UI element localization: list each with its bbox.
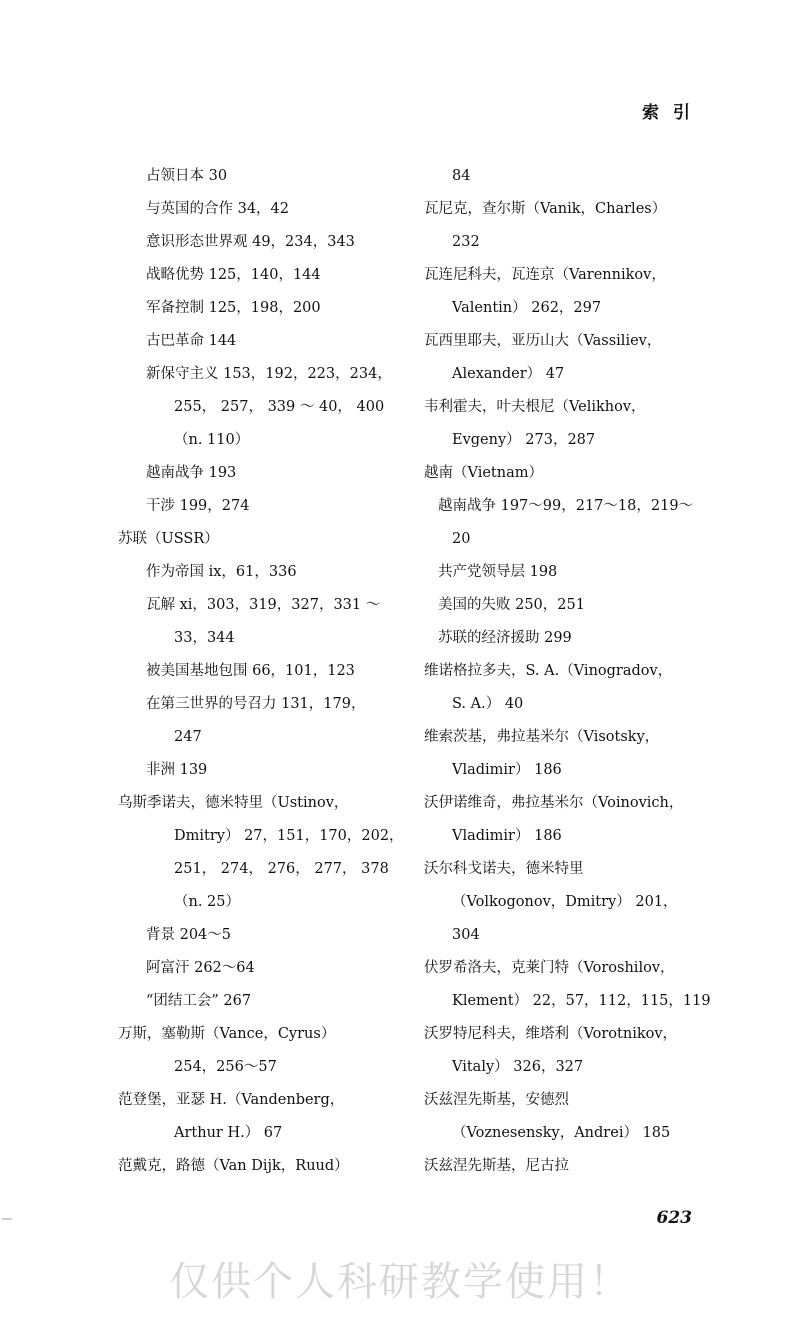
index-entry-line: Vitaly） 326，327 — [452, 1059, 584, 1075]
index-entry-line: 84 — [452, 168, 471, 184]
index-entry-line: 军备控制 125，198，200 — [146, 300, 321, 316]
index-entry-line: Vladimir） 186 — [452, 828, 562, 844]
index-entry-line: 20 — [452, 531, 471, 547]
index-entry-line: 伏罗希洛夫，克莱门特（Voroshilov， — [424, 960, 675, 976]
index-entry-line: S. A.） 40 — [452, 696, 524, 712]
index-entry-line: Valentin） 262，297 — [452, 300, 602, 316]
index-entry-line: 范戴克，路德（Van Dijk，Ruud） — [118, 1158, 349, 1174]
index-entry-line: 美国的失败 250，251 — [438, 597, 585, 613]
index-entry-line: （n. 25） — [174, 894, 241, 910]
index-entry-line: 304 — [452, 927, 480, 943]
watermark-text: 仅供个人科研教学使用！ — [169, 1259, 631, 1305]
index-entry-line: 越南战争 193 — [146, 465, 237, 481]
index-entry-line: 越南（Vietnam） — [424, 465, 543, 481]
index-entry-line: 意识形态世界观 49，234，343 — [146, 234, 355, 250]
index-entry-line: 作为帝国 ix，61，336 — [146, 564, 297, 580]
running-header: 索引 — [642, 103, 704, 123]
index-entry-line: Klement） 22，57，112，115，119 — [452, 993, 711, 1009]
index-entry-line: （Voznesensky，Andrei） 185 — [452, 1125, 671, 1141]
index-entry-line: 乌斯季诺夫，德米特里（Ustinov， — [118, 795, 349, 811]
index-entry-line: Vladimir） 186 — [452, 762, 562, 778]
index-entry-line: 与英国的合作 34，42 — [146, 201, 290, 217]
index-column-left — [118, 160, 402, 1183]
index-entry-line: 范登堡，亚瑟 H.（Vandenberg， — [118, 1092, 345, 1108]
index-entry-line: （n. 110） — [174, 432, 250, 448]
index-entry-line: 非洲 139 — [146, 762, 208, 778]
index-entry-line: “团结工会” 267 — [146, 993, 252, 1009]
index-entry-line: （Volkogonov，Dmitry） 201， — [452, 894, 678, 910]
index-entry-line: 瓦连尼科夫，瓦连京（Varennikov， — [424, 267, 666, 283]
index-entry-line: 战略优势 125，140，144 — [146, 267, 321, 283]
index-entry-line: 瓦尼克，查尔斯（Vanik，Charles） — [424, 201, 667, 217]
index-entry-line: Dmitry） 27，151，170，202， — [174, 828, 404, 844]
index-entry-line: 沃罗特尼科夫，维塔利（Vorotnikov， — [424, 1026, 678, 1042]
index-entry-line: 维索茨基，弗拉基米尔（Visotsky， — [424, 729, 660, 745]
index-entry-line: 共产党领导层 198 — [438, 564, 558, 580]
index-entry-line: 在第三世界的号召力 131，179， — [146, 696, 366, 712]
index-entry-line: 越南战争 197～99，217～18，219～ — [438, 498, 694, 514]
index-entry-line: 新保守主义 153，192，223，234， — [146, 366, 392, 382]
index-entry-line: 苏联（USSR） — [118, 531, 219, 547]
index-entry-line: 254，256～57 — [174, 1059, 277, 1075]
index-entry-line: 被美国基地包围 66，101，123 — [146, 663, 355, 679]
index-entry-line: Alexander） 47 — [452, 366, 565, 382]
index-entry-line: 韦利霍夫，叶夫根尼（Velikhov， — [424, 399, 646, 415]
index-entry-line: 255， 257， 339 ～ 40， 400 — [174, 399, 385, 415]
index-entry-line: 247 — [174, 729, 202, 745]
index-entry-line: Evgeny） 273，287 — [452, 432, 596, 448]
index-entry-line: 33，344 — [174, 630, 235, 646]
index-entry-line: 沃伊诺维奇，弗拉基米尔（Voinovich， — [424, 795, 684, 811]
index-entry-line: 干涉 199，274 — [146, 498, 250, 514]
index-entry-line: 232 — [452, 234, 480, 250]
index-entry-line: 沃兹涅先斯基，安德烈 — [424, 1092, 569, 1108]
index-entry-line: 阿富汗 262～64 — [146, 960, 255, 976]
index-entry-line: Arthur H.） 67 — [174, 1125, 283, 1141]
index-entry-line: 万斯，塞勒斯（Vance，Cyrus） — [118, 1026, 336, 1042]
index-column-right — [424, 160, 711, 1183]
index-entry-line: 251， 274， 276， 277， 378 — [174, 861, 389, 877]
index-entry-line: 古巴革命 144 — [146, 333, 237, 349]
index-entry-line: 维诺格拉多夫，S. A.（Vinogradov， — [424, 663, 673, 679]
index-entry-line: 沃兹涅先斯基，尼古拉 — [424, 1158, 569, 1174]
page-number: 623 — [656, 1208, 692, 1228]
index-entry-line: 背景 204～5 — [146, 927, 232, 943]
index-entry-line: 沃尔科戈诺夫，德米特里 — [424, 861, 584, 877]
index-entry-line: 瓦西里耶夫，亚历山大（Vassiliev， — [424, 333, 662, 349]
index-entry-line: 占领日本 30 — [146, 168, 228, 184]
scan-edge-mark — [2, 1218, 12, 1220]
index-entry-line: 瓦解 xi，303，319，327，331 ～ — [146, 597, 381, 613]
index-entry-line: 苏联的经济援助 299 — [438, 630, 572, 646]
